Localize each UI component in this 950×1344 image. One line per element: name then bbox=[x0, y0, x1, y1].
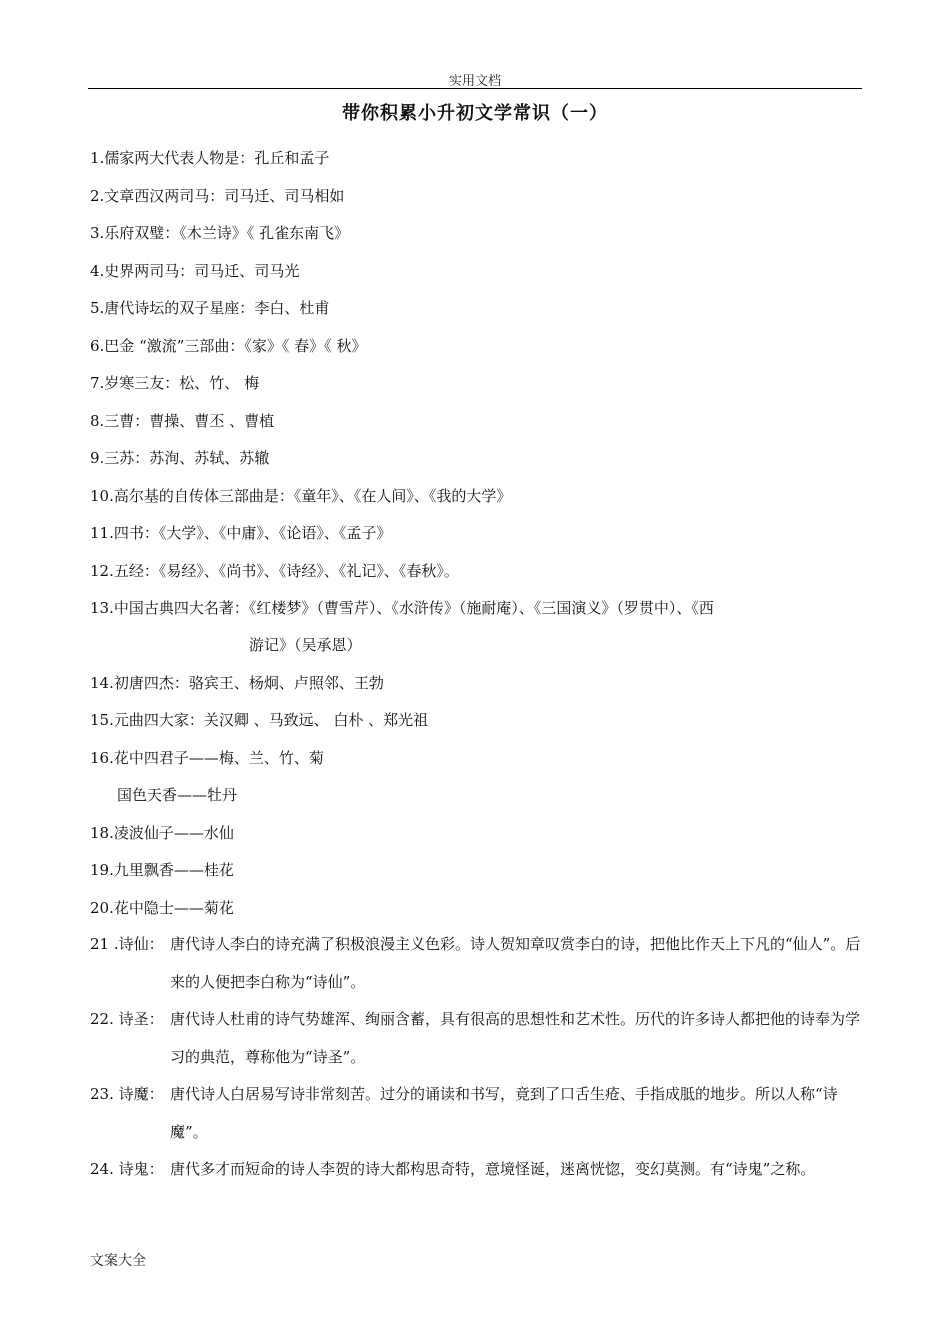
item-label: 22. 诗圣： bbox=[90, 1010, 164, 1028]
list-item: 8.三曹：曹操、曹丕 、曹植 bbox=[90, 411, 275, 430]
list-item: 19.九里飘香——桂花 bbox=[90, 861, 234, 879]
list-item: 20.花中隐士——菊花 bbox=[90, 898, 234, 917]
list-item: 16.花中四君子——梅、兰、竹、菊 bbox=[90, 748, 324, 767]
list-item-22 bbox=[90, 1001, 862, 1076]
item-body: 唐代诗人杜甫的诗气势雄浑、绚丽含蓄，具有很高的思想性和艺术性。历代的许多诗人都把他的诗奉为学习的典范，尊称他为“诗圣”。 bbox=[170, 1010, 861, 1066]
list-item: 6.巴金 “激流”三部曲：《家》《 春》《 秋》 bbox=[90, 336, 367, 355]
list-item-13 bbox=[90, 598, 862, 655]
list-item: 2.文章西汉两司马：司马迁、司马相如 bbox=[90, 186, 345, 205]
list-item: 国色天香——牡丹 bbox=[117, 786, 238, 804]
list-item-13-line1: 13.中国古典四大名著：《红楼梦》（曹雪芹）、《水浒传》（施耐庵）、《三国演义》（罗贯中）、《西 bbox=[90, 599, 714, 617]
item-body: 唐代诗人白居易写诗非常刻苦。过分的诵读和书写，竟到了口舌生疮、手指成胝的地步。所以人称“诗魔”。 bbox=[170, 1085, 838, 1141]
list-item: 9.三苏：苏洵、苏轼、苏辙 bbox=[90, 449, 270, 467]
list-item-13-line2: 游记》（吴承恩） bbox=[249, 636, 362, 654]
list-item: 7.岁寒三友：松、竹、 梅 bbox=[90, 374, 260, 392]
page-footer: 文案大全 bbox=[90, 1253, 146, 1269]
item-body: 唐代诗人李白的诗充满了积极浪漫主义色彩。诗人贺知章叹赏李白的诗，把他比作天上下凡的“仙人”。后来的人便把李白称为“诗仙”。 bbox=[170, 935, 861, 991]
item-body: 唐代多才而短命的诗人李贺的诗大都构思奇特，意境怪诞，迷离恍惚，变幻莫测。有“诗鬼”之称。 bbox=[170, 1160, 816, 1178]
list-item: 15.元曲四大家：关汉卿 、马致远、 白朴 、郑光祖 bbox=[90, 711, 429, 729]
list-item: 3.乐府双璧：《木兰诗》《 孔雀东南飞》 bbox=[90, 224, 350, 242]
document-title: 带你积累小升初文学常识（一） bbox=[342, 103, 608, 124]
list-item: 5.唐代诗坛的双子星座：李白、杜甫 bbox=[90, 299, 330, 317]
header-rule bbox=[88, 88, 862, 89]
item-label: 21 .诗仙： bbox=[90, 935, 164, 953]
list-item: 18.凌波仙子——水仙 bbox=[90, 823, 234, 842]
item-label: 24. 诗鬼： bbox=[90, 1160, 164, 1178]
list-item: 11.四书：《大学》、《中庸》、《论语》、《孟子》 bbox=[90, 524, 392, 542]
list-item: 4.史界两司马：司马迁、司马光 bbox=[90, 261, 300, 280]
list-item: 14.初唐四杰：骆宾王、杨炯、卢照邻、王勃 bbox=[90, 673, 384, 692]
list-item: 12.五经：《易经》、《尚书》、《诗经》、《礼记》、《春秋》。 bbox=[90, 561, 459, 580]
list-item: 1.儒家两大代表人物是：孔丘和孟子 bbox=[90, 149, 330, 167]
list-item-23 bbox=[90, 1076, 862, 1151]
content-list bbox=[90, 148, 862, 1189]
item-label: 23. 诗魔： bbox=[90, 1085, 164, 1103]
list-item-21 bbox=[90, 926, 862, 1001]
list-item-24 bbox=[90, 1151, 862, 1189]
list-item: 10.高尔基的自传体三部曲是：《童年》、《在人间》、《我的大学》 bbox=[90, 486, 512, 505]
page-header: 实用文档 bbox=[448, 74, 501, 89]
